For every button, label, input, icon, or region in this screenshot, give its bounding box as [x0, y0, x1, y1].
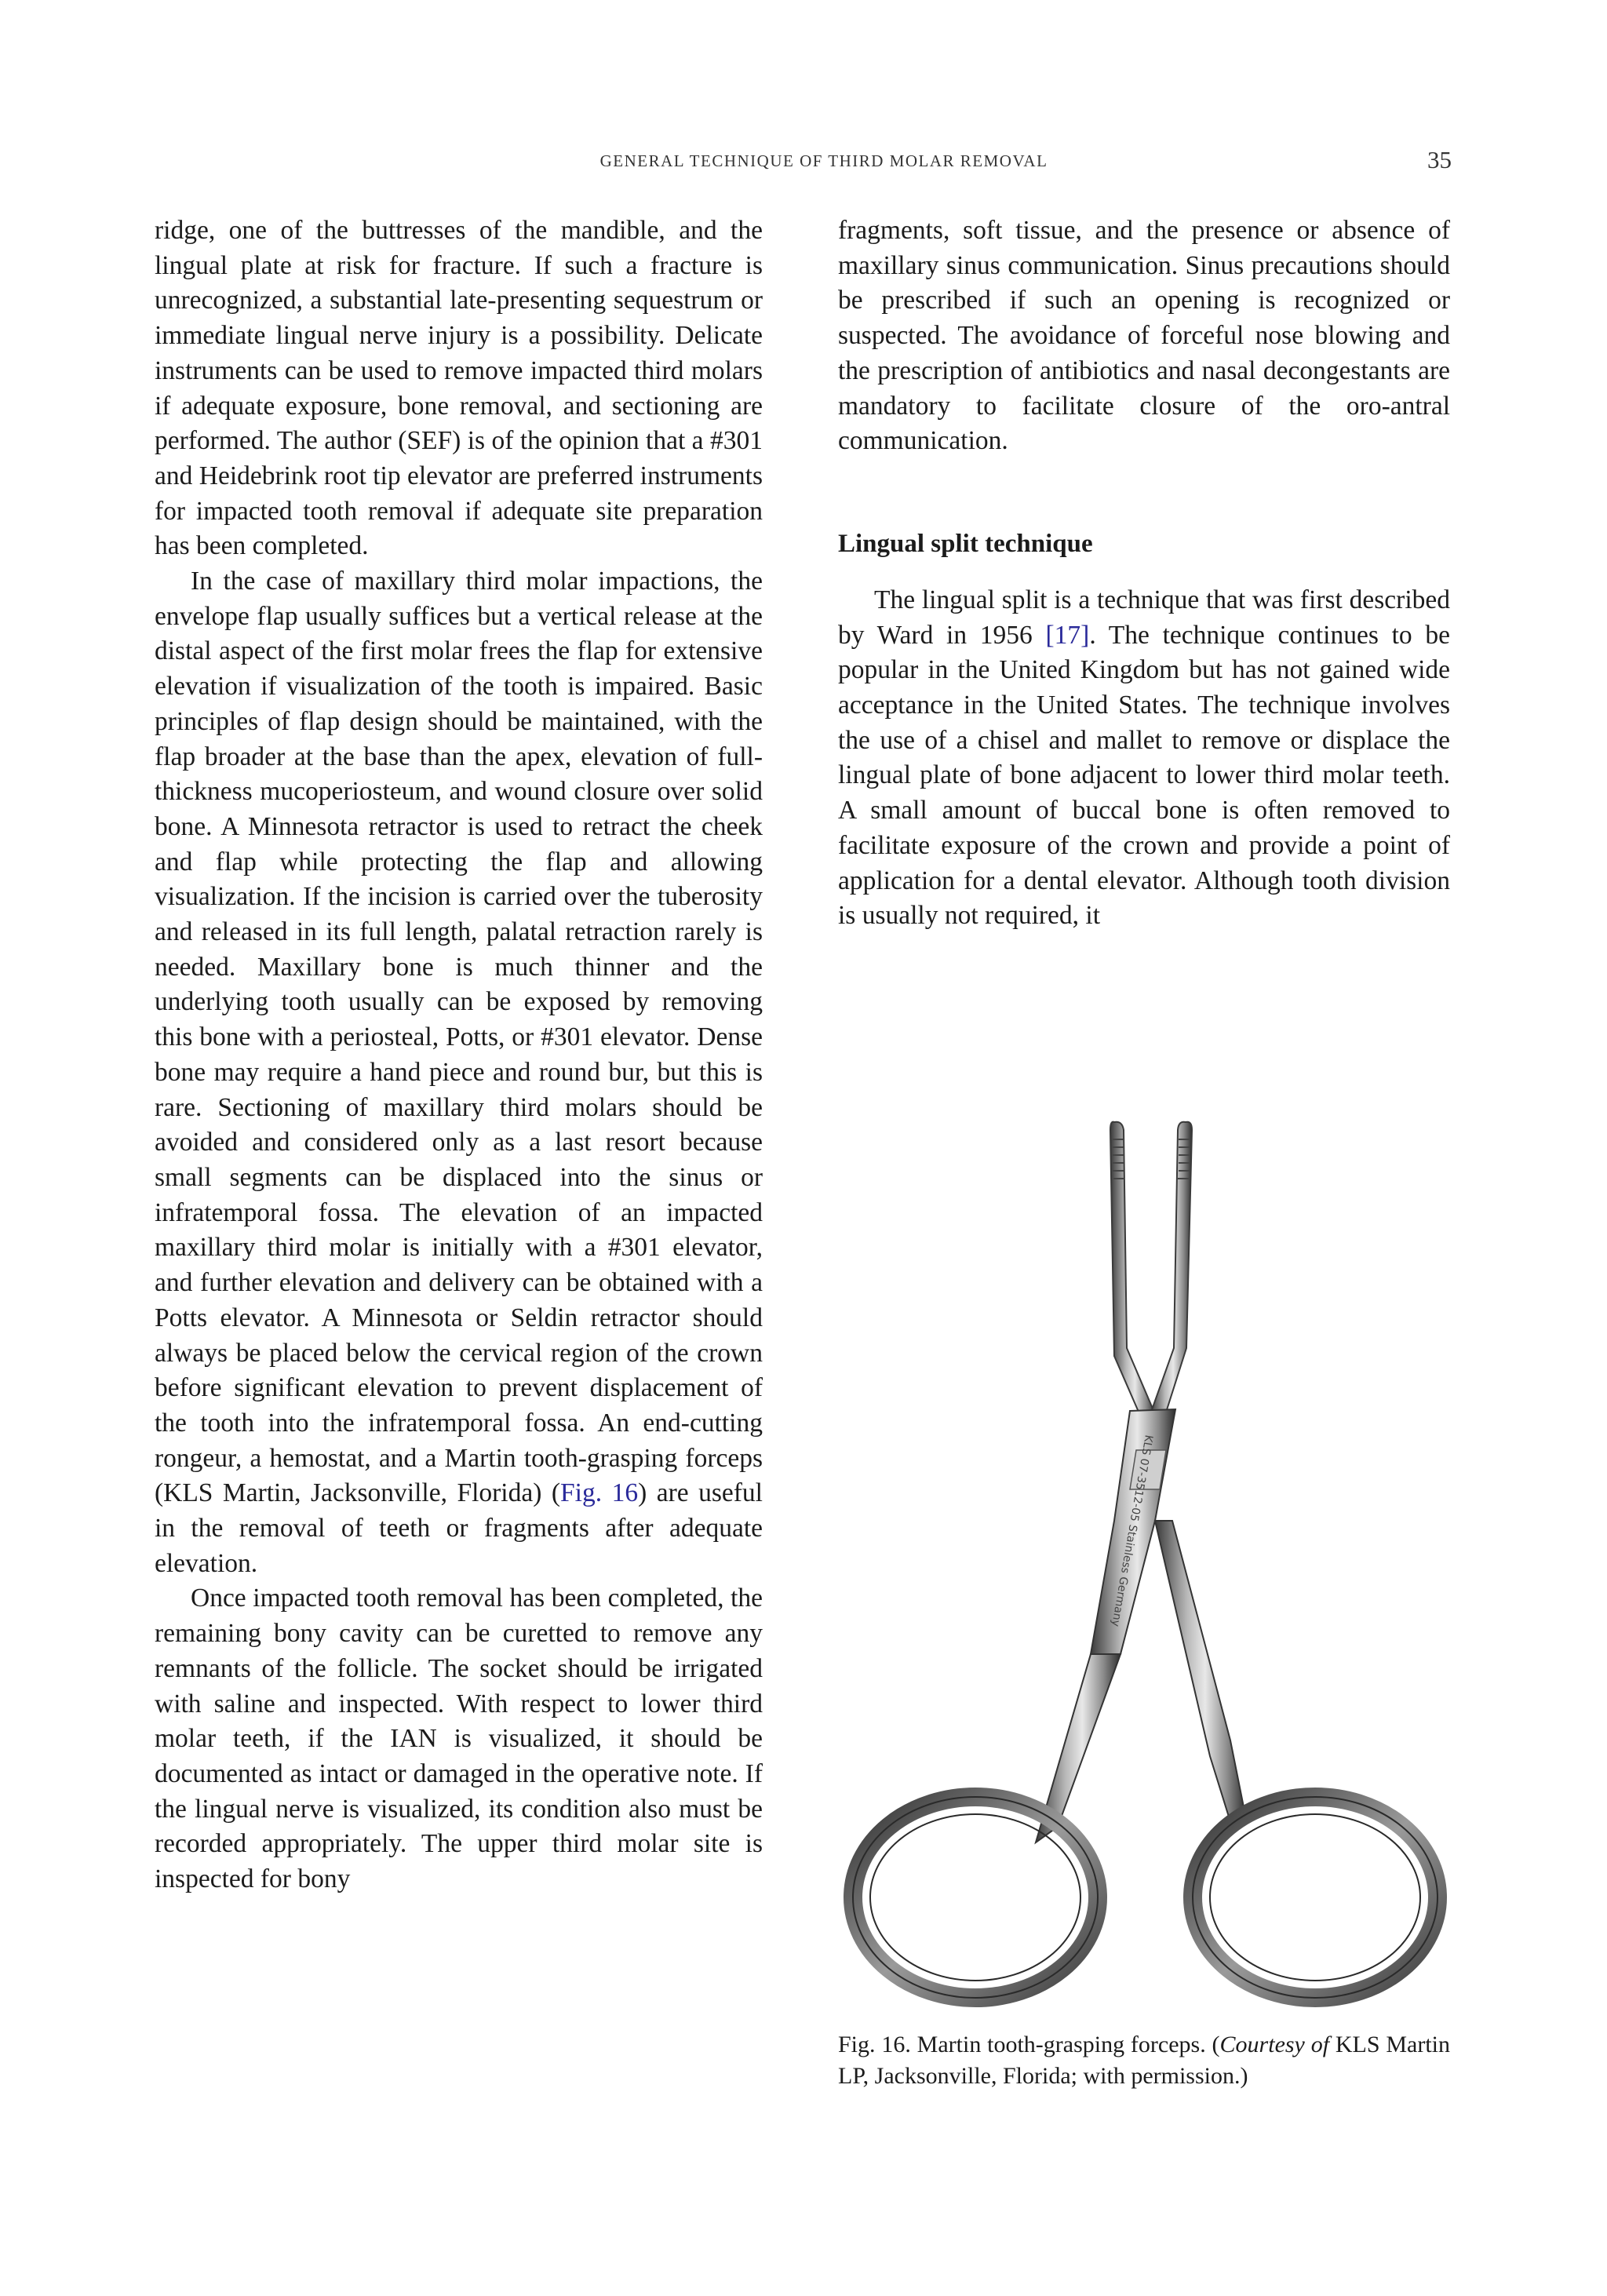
paragraph-lingual-split	[838, 583, 1450, 934]
paragraph-text: In the case of maxillary third molar impactions, the envelope flap usually suffices but a vertical release at the distal aspect of the first molar frees the flap for extensive elevation if visualization of the tooth is impaired. Basic principles of flap design should be maintained, with the flap broader at the base than the apex, elevation of full-thickness mucoperiosteum, and wound closure over solid bone. A Minnesota retractor is used to retract the cheek and flap while protecting the flap and allowing visualization. If the incision is carried over the tuberosity and released in its full length, palatal retraction rarely is needed. Maxillary bone is much thinner and the underlying tooth usually can be exposed by removing this bone with a periosteal, Potts, or #301 elevator. Dense bone may require a hand piece and round bur, but this is rare. Sectioning of maxillary third molars should be avoided and considered only as a last resort because small segments can be displaced into the sinus or infratemporal fossa. The elevation of an impacted maxillary third molar is initially with a #301 elevator, and further elevation and delivery can be obtained with a Potts elevator. A Minnesota or Seldin retractor should always be placed below the cervical region of the crown before significant elevation to prevent displacement of the tooth into the infratemporal fossa. An end-cutting rongeur, a hemostat, and a Martin tooth-grasping forceps (KLS Martin, Jacksonville, Florida) (	[155, 567, 763, 1508]
right-shank	[1155, 1521, 1246, 1827]
left-jaw	[1110, 1122, 1155, 1417]
left-column	[155, 213, 763, 1897]
running-head: GENERAL TECHNIQUE OF THIRD MOLAR REMOVAL	[599, 151, 1048, 170]
paragraph-text: . The technique continues to be popular in the United Kingdom but has not gained wide acceptance in the United States. The technique involves the use of a chisel and mallet to remove or displace the lingual plate of bone adjacent to lower third molar teeth. A small amount of buccal bone is often removed to facilitate exposure of the crown and provide a point of application for a dental elevator. Although tooth division is usually not required, it	[838, 620, 1450, 931]
figure-16-caption	[838, 2029, 1450, 2092]
paragraph-maxillary-impactions	[155, 564, 763, 1581]
paragraph-text: ) are useful in the removal of teeth or fragments after adequate elevation.	[155, 1478, 763, 1578]
right-column	[838, 213, 1450, 934]
right-jaw	[1150, 1122, 1192, 1417]
caption-text: Fig. 16. Martin tooth-grasping forceps. (	[838, 2032, 1220, 2057]
caption-courtesy: Courtesy of	[1219, 2032, 1330, 2057]
caption-text: KLS Martin LP, Jacksonville, Florida; with permission.)	[838, 2032, 1451, 2089]
instrument-marking: KLS 07-3512-05 Stainless Germany	[1109, 1434, 1155, 1628]
page-number: 35	[1427, 146, 1452, 173]
paragraph-socket-inspection: Once impacted tooth removal has been completed, the remaining bony cavity can be curetted to remove any remnants of the follicle. The socket should be irrigated with saline and inspected. With respect to lower third molar teeth, if the IAN is visualized, it should be documented as intact or damaged in the operative note. If the lingual nerve is visualized, its condition also must be recorded appropriately. The upper third molar site is inspected for bony	[155, 1584, 763, 1894]
figure-16-link[interactable]: Fig. 16	[560, 1478, 639, 1508]
reference-17-link[interactable]: [17]	[1045, 620, 1090, 650]
forceps-illustration	[838, 1113, 1450, 2015]
left-finger-ring	[853, 1797, 1098, 1998]
paragraph-text: The lingual split is a technique that was first described by Ward in 1956	[838, 585, 1450, 650]
right-finger-ring	[1193, 1797, 1438, 1998]
paragraph-sinus-precautions: fragments, soft tissue, and the presence or absence of maxillary sinus communication. Sinus precautions should be prescribed if such an opening is recognized or suspected. The avoidance of forceful nose blowing and the prescription of antibiotics and nasal decongestants are mandatory to facilitate closure of the oro-antral communication.	[838, 216, 1450, 456]
figure-16	[838, 1113, 1450, 2015]
paragraph-bone-fracture-risk: ridge, one of the buttresses of the mandible, and the lingual plate at risk for fracture. If such a fracture is unrecognized, a substantial late-presenting sequestrum or immediate lingual nerve injury is a possibility. Delicate instruments can be used to remove impacted third molars if adequate exposure, bone removal, and sectioning are performed. The author (SEF) is of the opinion that a #301 and Heidebrink root tip elevator are preferred instruments for impacted tooth removal if adequate site preparation has been completed.	[155, 216, 763, 561]
section-heading-lingual-split: Lingual split technique	[838, 529, 1093, 558]
